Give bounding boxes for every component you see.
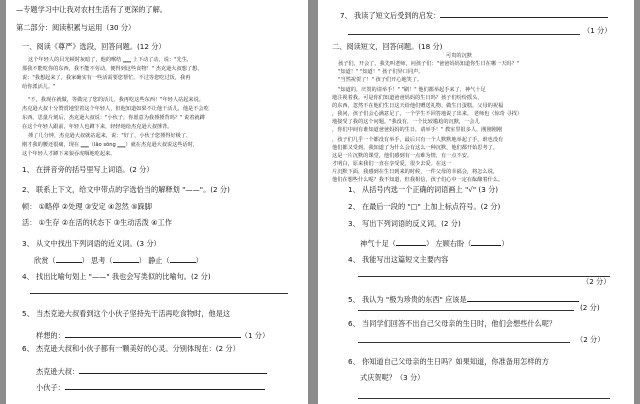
question-5: 5、 当杰克逊大叔看到这个小伙子坚持先干活再吃食物时，他是这 [22,309,231,318]
answer-blank-synonym-1[interactable] [56,256,82,263]
passage-line: ，我问，孩子们会心满意足了，一个学生不回答地说了出来。 老师也（惊奇 寻找） [332,111,523,117]
passage-line: 这个年轻人的目光顿时灰暗了，他的喉结 ▁▁ 上下动了动，说："先生， [28,57,193,63]
passage-line: 这是一片沉默的课堂，他们感到有一点难为情，有一点不安。 [332,153,473,159]
passage-line: 说："我想起来了，我家确实有一些活需要您帮忙。不过等您吃过饭，我再 [22,75,191,81]
passage-line: 在这个年轻人跟前，年轻人也蹲下来，轻轻地给杰克逊大叔捶背。 [22,124,173,130]
question-r5: 5、 我认为 "极为珍贵的东西" 应该是 [348,290,579,303]
passage-line: 片沉默下面，我感到在生日到来的时候，一件父母的幸福会，将怎么说， [332,169,499,175]
answer-line-r6b[interactable] [358,398,610,399]
passage-line: 这个年轻人才蹲下来狼吞虎咽地吃起来。 [22,151,116,157]
answer-line-r4[interactable] [358,276,610,277]
passage-line: 杰克逊大叔十分赞赏地望着这个年轻人，但他知道如果不让他干活儿，他是不会吃 [22,106,209,112]
question-r4-score: （2 分） [582,277,611,286]
passage-line: 给你派活儿。" [22,84,56,90]
question-7-score: （1 分） [583,26,612,35]
passage-line: 那我不能吃你的东西，我不能不劳动，便得到这些食物！" 杰克逊大叔想了想， [22,66,203,72]
question-2-options-b: 活： ①生存 ②在活的状态下 ③生动活泼 ④工作 [22,218,172,227]
question-2: 2、 联系上下文，给文中带点的字选恰当的解释划 "——"。(2 分) [22,185,230,194]
passage-line: 的东西，忽然不在他们生日这天给他们赠送礼物、做生日蛋糕。父母的祝福 [332,103,504,109]
answer-line-q5[interactable] [65,326,241,338]
question-4: 4、 找出比喻句划上 "——" 我也会写类似的比喻句。(2 分) [22,272,211,281]
question-r6-score: （2 分） [576,335,605,344]
answer-blank-antonym-1[interactable] [396,239,426,246]
passage-line: ，孩子们几乎一个都没有举手，最后只有一个人默默地举起了手，谁也没有 [332,137,504,143]
exam-page-right [318,0,634,404]
part2-title: 第二部分：阅读积累与运用（30 分） [16,23,136,32]
passage-line: ，你们中间有谁知道爸爸妈妈的生日，请举手！" 教室里很多人，刚刚刚刚 [332,127,503,133]
reading2-title: 二、阅读短文，回答问题。(18 分) [332,42,443,51]
question-7: 7、 我读了短文后受到的启发： [340,6,608,19]
question-6-a: 杰克逊大叔： [36,362,267,375]
question-2-options-a: 顿： ①略停 ②处理 ③安定 ④忽然 ⑤跺脚 [22,202,152,211]
question-3-synonym-row: 欣赏（ ） 思考（ ） 静止（ ） [34,256,203,265]
answer-blank-synonym-3[interactable] [170,256,196,263]
answer-line-r5-b[interactable] [358,310,574,311]
question-r6b: 6、 你知道自己父母亲的生日吗？如果知道，你准备用怎样的方 [348,357,549,366]
question-6-b: 小伙子： [36,378,265,391]
passage-line: "当然祝贺了！" 孩子们开心地笑了。 [338,77,423,83]
question-r4: 4、 我能写出这篇短文主要内容 [348,255,449,264]
passage-line: 地接受了我的这个问题。"我没有，一个比较尴尬的沉默，一会儿 [332,119,480,125]
answer-line-q4[interactable] [30,293,288,294]
intro-line: —专题学习中让我对农村生活有了更深的了解。 [16,5,167,14]
passage-line: "知道！" "知道！" 孩子们异口同声。 [338,69,424,75]
passage-line: 才明白，原来我们一直在享受爱，很少去爱。在这一 [332,161,452,167]
passage-line: "不，我现在就做，等做完了您的活儿，我再吃这些东西！"年轻人站起来说。 [28,97,204,103]
passage-line: 刚才我的腰还很痛，现在 ▁▁（lǎo sōng ▁▁）就在杰克逊大叔说这些话时， [22,142,199,148]
article-title: 可贵的沉默 [446,53,472,59]
passage-line: 地注视着我。可是你们知道爸爸妈妈的生日吗？孩子们纷纷摇头， [332,95,483,101]
passage-line: 他们在想些什么呢？我不知道，但我相信，孩子们心中一定在酝酿着什么。 [332,177,504,183]
exam-page-left [6,0,308,404]
question-r6b-cont: 式庆贺呢？（3 分） [360,373,425,382]
answer-line-r5[interactable] [467,290,579,302]
passage-line: 孩子们，开会了。我先叫老师，问孩子们："爸爸妈妈知道你生日在哪一天吗？" [338,61,520,67]
answer-line-q6b[interactable] [65,378,265,390]
answer-line-r6[interactable] [358,342,570,343]
passage-line: "知道的，庆贺的请举手！" "刷！" 他们都举起手来了，神气十足 [338,87,486,93]
question-3: 3、 从文中找出下列词语的近义词。(3 分） [22,239,161,248]
passage-line: 捶了几分钟，杰克逊大叔就站起来，说："好了，小伙子您捶得好极了， [28,133,192,139]
answer-line-q6a[interactable] [79,362,267,374]
question-r2: 2、 在最后一段的 "□" 上加上标点符号。(2 分) [348,202,501,211]
question-r5-score: (2 分) [580,303,600,312]
question-r1: 1、 从括号内选一个正确的词语画上 "√" (3 分) [348,185,499,194]
question-r3-antonym-row: 神气十足（ ） 左顾右盼（ ） [360,239,509,248]
question-6: 6、 杰克逊大叔和小伙子都有一颗美好的心灵。分别体现在：(2 分） [22,344,240,353]
answer-line-q7-b[interactable] [348,34,580,35]
passage-line: 他们都又受到，我知道了为什么会有这么一种沉默，他们都开始思考了。 [332,145,499,151]
question-1: 1、 在拼音旁的括号里写上词语。(2 分） [22,165,154,174]
reading1-title: 一、阅读《尊严》选段，回答问题。(12 分） [22,42,166,51]
answer-blank-synonym-2[interactable] [113,256,139,263]
question-r3: 3、 写出下列词语的反义词。(2 分) [348,219,461,228]
answer-line-q7[interactable] [440,6,608,18]
answer-blank-antonym-2[interactable] [471,239,501,246]
question-r6: 6、 当同学们回答不出自己父母亲的生日时，他们会想些什么呢？ [348,319,557,328]
passage-line: 东西。思量片刻后，杰克逊大叔说："小伙子，你愿意为我捶捶背吗？" 说着就蹲 [22,115,205,121]
question-5-cont: 样想的： （1 分） [36,326,269,339]
